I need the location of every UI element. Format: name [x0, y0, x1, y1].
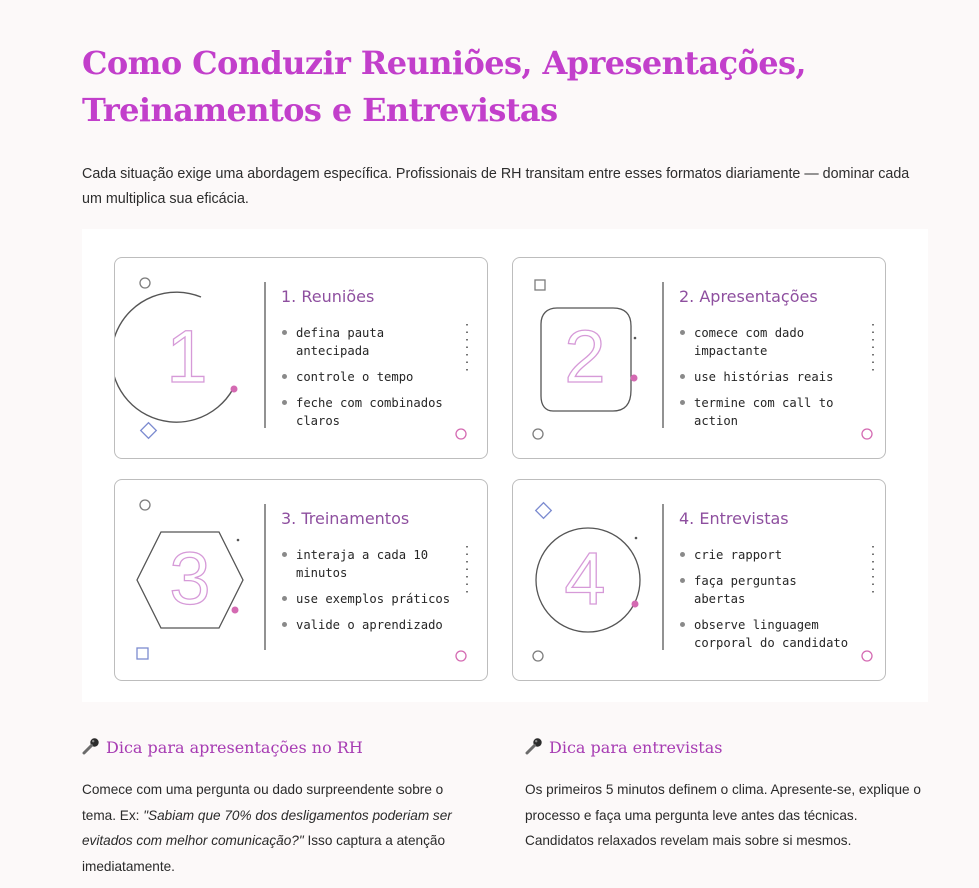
card-title: 3. Treinamentos — [281, 509, 410, 528]
card-treinamentos — [114, 479, 488, 681]
tip-body-entrevistas: Os primeiros 5 minutos definem o clima. Apresente-se, explique o processo e faça uma pergunta leve antes das técnicas. Candidatos relaxados revelam mais sobre si mesmos. — [525, 782, 921, 848]
card-numeral: 2 — [564, 315, 606, 398]
tip-text: Isso captura a atenção imediatamente. — [82, 833, 446, 874]
dot-ornament — [631, 375, 638, 382]
circle-ornament — [456, 651, 466, 661]
tip-text: Comece com uma pergunta ou dado surpreendente sobre o tema. Ex: — [82, 782, 444, 823]
cards-panel — [82, 229, 928, 702]
tip-title-apresentacoes — [82, 737, 363, 759]
list-item: defina pauta antecipada — [281, 324, 456, 360]
list-item: use histórias reais — [679, 368, 854, 386]
card-title: 2. Apresentações — [679, 287, 818, 306]
card-reunioes — [114, 257, 488, 459]
list-item: termine com call to action — [679, 394, 854, 430]
dot-ornament — [231, 386, 238, 393]
tip-quote: "Sabiam que 70% dos desligamentos poderiam ser evitados com melhor comunicação?" — [82, 807, 452, 848]
list-item: controle o tempo — [281, 368, 456, 386]
circle-ornament — [533, 429, 543, 439]
intro-paragraph: Cada situação exige uma abordagem específica. Profissionais de RH transitam entre esses formatos diariamente — dominar cada um multiplica sua eficácia. — [82, 166, 910, 207]
circle-ornament — [862, 651, 872, 661]
card-entrevistas — [512, 479, 886, 681]
tip-title-text: Dica para apresentações no RH — [106, 738, 363, 757]
tip-title-entrevistas — [525, 737, 722, 759]
page-title: Como Conduzir Reuniões, Apresentações, Treinamentos e Entrevistas — [82, 44, 806, 129]
circle-ornament — [862, 429, 872, 439]
circle-ornament — [533, 651, 543, 661]
circle-ornament — [140, 278, 150, 288]
microphone-icon — [525, 737, 543, 759]
list-item: valide o aprendizado — [281, 616, 456, 634]
dot-ornament — [232, 607, 239, 614]
bullet-list — [679, 546, 854, 660]
microphone-icon — [82, 737, 100, 759]
dot-ornament — [632, 601, 639, 608]
card-numeral: 4 — [564, 537, 606, 620]
square-ornament — [535, 280, 545, 290]
list-item: faça perguntas abertas — [679, 572, 854, 608]
tip-title-text: Dica para entrevistas — [549, 738, 723, 757]
circle-ornament — [140, 500, 150, 510]
list-item: crie rapport — [679, 546, 854, 564]
card-numeral: 3 — [169, 537, 211, 620]
list-item: use exemplos práticos — [281, 590, 456, 608]
bullet-list — [281, 546, 456, 642]
list-item: observe linguagem corporal do candidato — [679, 616, 854, 652]
list-item: comece com dado impactante — [679, 324, 854, 360]
bullet-list — [679, 324, 854, 438]
list-item: feche com combinados claros — [281, 394, 456, 430]
tip-body-apresentacoes — [82, 777, 477, 879]
bullet-list — [281, 324, 456, 438]
card-numeral: 1 — [166, 315, 208, 398]
card-title: 4. Entrevistas — [679, 509, 789, 528]
dot-ornament — [237, 539, 240, 542]
card-title: 1. Reuniões — [281, 287, 375, 306]
circle-ornament — [456, 429, 466, 439]
diamond-ornament — [141, 423, 157, 439]
diamond-ornament — [536, 503, 552, 519]
dot-ornament — [634, 337, 637, 340]
dot-ornament — [635, 537, 638, 540]
card-apresentacoes — [512, 257, 886, 459]
list-item: interaja a cada 10 minutos — [281, 546, 456, 582]
square-ornament — [137, 648, 148, 659]
